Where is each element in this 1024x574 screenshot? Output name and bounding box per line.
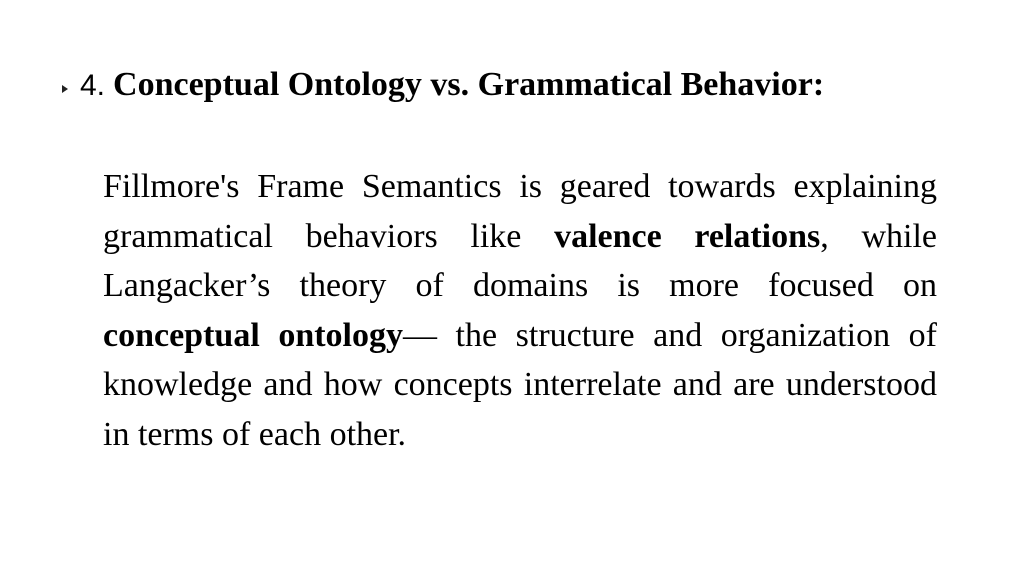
paragraph-text-3: — the structure and organization of knowledge and how concepts interrelate and are understood in terms of each other. (103, 316, 937, 453)
term-valence-relations: valence relations (554, 217, 821, 255)
heading-title: Conceptual Ontology vs. Grammatical Behavior: (113, 66, 825, 103)
paragraph-text-2: , while Langacker’s theory of domains is more focused on (103, 217, 937, 304)
slide-heading (62, 66, 824, 106)
heading-number: 4. (80, 69, 106, 102)
arrowhead-bullet-icon (62, 85, 68, 93)
body-paragraph (103, 162, 937, 459)
term-conceptual-ontology: conceptual ontology (103, 316, 403, 354)
paragraph-text-1: Fillmore's Frame Semantics is geared towards explaining grammatical behaviors like (103, 168, 937, 255)
